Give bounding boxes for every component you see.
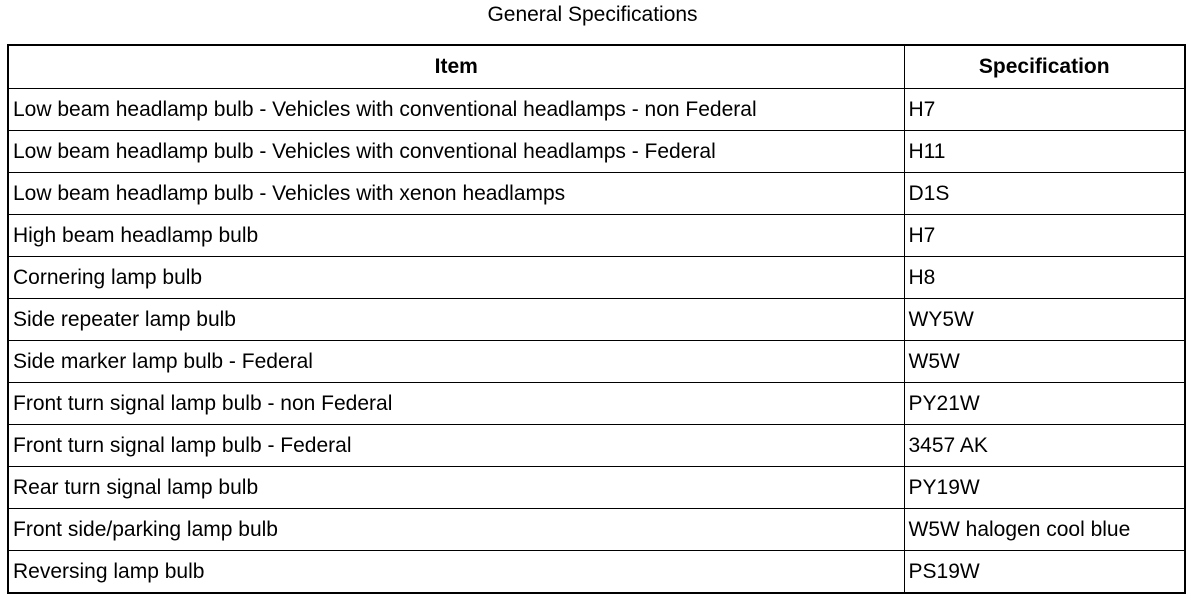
table-row	[8, 215, 1185, 257]
item-cell: Rear turn signal lamp bulb	[8, 467, 904, 509]
specification-cell: H11	[904, 131, 1185, 173]
specification-cell: 3457 AK	[904, 425, 1185, 467]
specifications-table	[7, 44, 1186, 594]
column-header-specification: Specification	[904, 45, 1185, 89]
specification-cell: W5W	[904, 341, 1185, 383]
table-row	[8, 173, 1185, 215]
table-row	[8, 341, 1185, 383]
item-cell: Front turn signal lamp bulb - Federal	[8, 425, 904, 467]
specification-cell: PS19W	[904, 551, 1185, 594]
table-row	[8, 257, 1185, 299]
item-cell: Side marker lamp bulb - Federal	[8, 341, 904, 383]
specification-cell: PY19W	[904, 467, 1185, 509]
specification-cell: W5W halogen cool blue	[904, 509, 1185, 551]
item-cell: Front side/parking lamp bulb	[8, 509, 904, 551]
table-row	[8, 89, 1185, 131]
item-cell: Low beam headlamp bulb - Vehicles with xenon headlamps	[8, 173, 904, 215]
specification-cell: WY5W	[904, 299, 1185, 341]
item-cell: Low beam headlamp bulb - Vehicles with conventional headlamps - Federal	[8, 131, 904, 173]
item-cell: Reversing lamp bulb	[8, 551, 904, 594]
specification-cell: H7	[904, 89, 1185, 131]
table-row	[8, 467, 1185, 509]
specification-cell: H8	[904, 257, 1185, 299]
item-cell: Front turn signal lamp bulb - non Federal	[8, 383, 904, 425]
table-row	[8, 425, 1185, 467]
column-header-item: Item	[8, 45, 904, 89]
table-row	[8, 383, 1185, 425]
specification-cell: H7	[904, 215, 1185, 257]
table-header-row	[8, 45, 1185, 89]
item-cell: Low beam headlamp bulb - Vehicles with conventional headlamps - non Federal	[8, 89, 904, 131]
table-row	[8, 509, 1185, 551]
table-row	[8, 551, 1185, 594]
specification-cell: D1S	[904, 173, 1185, 215]
table-row	[8, 299, 1185, 341]
item-cell: High beam headlamp bulb	[8, 215, 904, 257]
table-row	[8, 131, 1185, 173]
table-caption: General Specifications	[487, 3, 698, 26]
item-cell: Cornering lamp bulb	[8, 257, 904, 299]
specification-cell: PY21W	[904, 383, 1185, 425]
item-cell: Side repeater lamp bulb	[8, 299, 904, 341]
